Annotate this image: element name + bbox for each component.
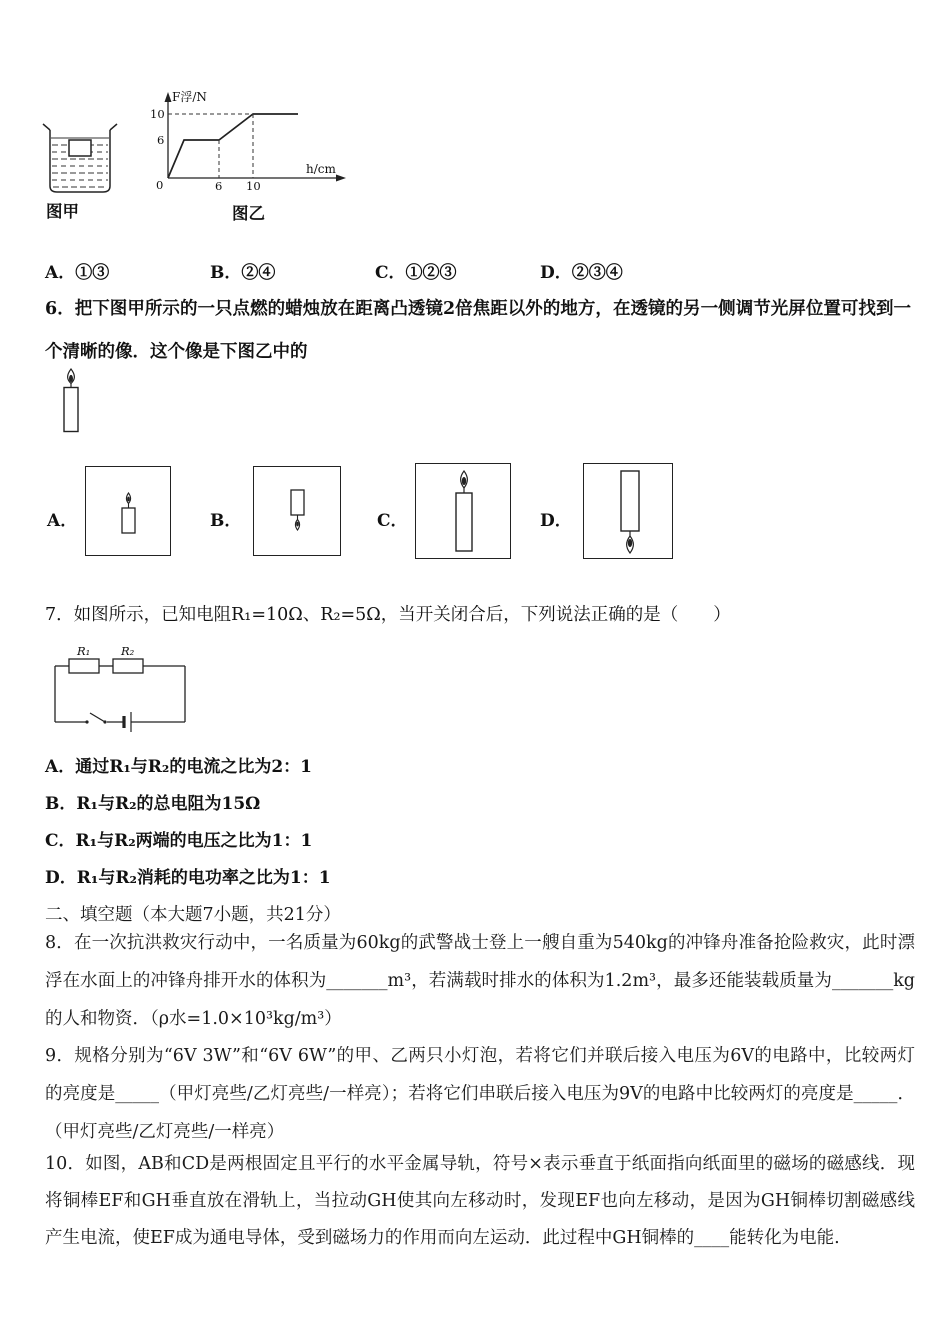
q7-option-a: A．通过R₁与R₂的电流之比为2：1: [45, 757, 312, 777]
beaker-figure: [40, 112, 120, 198]
q6-label-b: B．: [210, 511, 242, 531]
q7-option-d: D．R₁与R₂消耗的电功率之比为1：1: [45, 868, 331, 888]
question-6-text: 6．把下图甲所示的一只点燃的蜡烛放在距离凸透镜2倍焦距以外的地方，在透镜的另一侧调节光屏位置可找到一个清晰的像．这个像是下图乙中的: [45, 299, 911, 362]
q7-option-b: B．R₁与R₂的总电阻为15Ω: [45, 794, 261, 814]
y-axis-arrow: [165, 92, 172, 102]
q5-option-d: D．②③④: [540, 263, 623, 283]
buoyancy-curve: [168, 114, 298, 178]
figure-caption-right: 图乙: [232, 204, 265, 223]
question-9-text: 9．规格分别为“6V 3W”和“6V 6W”的甲、乙两只小灯泡，若将它们并联后接入电压为6V的电路中，比较两灯的亮度是_____（甲灯亮些/乙灯亮些/一样亮）；若将它们串联后接入电压为9V的电路中比较两灯的亮度是_____．（甲灯亮些/乙灯亮些/一样亮）: [45, 1046, 915, 1142]
candle-large-upright: [416, 464, 512, 560]
q5-option-a: A．①③: [45, 263, 110, 283]
buoyancy-graph: [146, 88, 361, 200]
resistor-r1-label: R₁: [77, 644, 91, 658]
section-2-header: 二、填空题（本大题7小题，共21分）: [45, 905, 341, 925]
switch-pivot: [103, 720, 106, 723]
graph-xlabel: h/cm: [306, 162, 336, 176]
switch-contact: [85, 720, 88, 723]
question-7-text: 7．如图所示，已知电阻R₁=10Ω、R₂=5Ω，当开关闭合后，下列说法正确的是（ ）: [45, 605, 731, 625]
q6-label-d: D．: [540, 511, 572, 531]
ytick-6: 6: [157, 133, 165, 147]
q6-image-d: [583, 463, 673, 559]
q6-image-b: [253, 466, 341, 556]
ytick-10: 10: [150, 107, 165, 121]
q5-option-c: C．①②③: [375, 263, 457, 283]
xtick-10: 10: [246, 179, 261, 193]
question-8-text: 8．在一次抗洪救灾行动中，一名质量为60kg的武警战士登上一艘自重为540kg的冲锋舟准备抢险救灾，此时漂浮在水面上的冲锋舟排开水的体积为_______m³，若满载时排水的体积为1.2m³，最多还能装载质量为_______kg的人和物资．（ρ水=1.0×10³kg/m³）: [45, 933, 915, 1029]
resistor-r2-label: R₂: [121, 644, 135, 658]
candle-figure-jia: [55, 366, 87, 434]
submerged-block: [69, 140, 91, 156]
circuit-figure: [45, 644, 195, 736]
candle-large-inverted: [584, 464, 674, 560]
question-10-text: 10．如图，AB和CD是两根固定且平行的水平金属导轨，符号×表示垂直于纸面指向纸面里的磁场的磁感线．现将铜棒EF和GH垂直放在滑轨上，当拉动GH使其向左移动时，发现EF也向左移动，是因为GH铜棒切割磁感线产生电流，使EF成为通电导体，受到磁场力的作用而向左运动．此过程中GH铜棒的____能转化为电能.: [45, 1154, 915, 1248]
q5-option-b: B．②④: [210, 263, 276, 283]
q6-image-c: [415, 463, 511, 559]
origin-tick: 0: [156, 178, 164, 192]
q6-label-c: C．: [377, 511, 408, 531]
candle-small-inverted: [254, 467, 342, 557]
candle-small-upright: [86, 467, 172, 557]
q6-image-a: [85, 466, 171, 556]
figure-caption-left: 图甲: [46, 202, 79, 221]
graph-ylabel: F浮/N: [172, 90, 207, 104]
x-axis-arrow: [336, 175, 346, 182]
q7-option-c: C．R₁与R₂两端的电压之比为1：1: [45, 831, 313, 851]
xtick-6: 6: [215, 179, 223, 193]
q6-label-a: A．: [47, 511, 78, 531]
